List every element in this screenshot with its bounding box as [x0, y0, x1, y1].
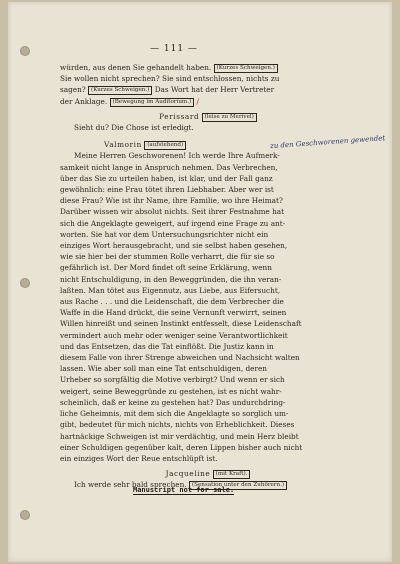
text-line: hartnäckige Schweigen ist mir verdächtig, und mein Herz bleibt — [60, 431, 299, 441]
page-text — [60, 62, 356, 491]
text-line: sich die Angeklagte geweigert, auf irgend eine Frage zu ant- — [60, 218, 286, 228]
speaker-line — [60, 111, 356, 122]
text-line: sagen? (Kurzes Schweigen.) Das Wort hat der Herr Vertreter — [60, 85, 275, 95]
text-line: gewöhnlich: eine Frau tötet ihren Liebhaber. Aber wer ist — [60, 185, 274, 195]
text-line: nicht Entschuldigung, in den Beweggründen, die ihn veran- — [60, 274, 282, 284]
footer-notice: Manuscript not for sale. — [133, 486, 235, 494]
text-line: weigert, seine Beweggründe zu gestehen, ist es nicht wahr- — [60, 386, 282, 396]
text-line: scheinlich, daß er keine zu gestehen hat? Das undurchdring- — [60, 397, 286, 407]
text-line: würden, aus denen Sie gehandelt haben. (Kurzes Schweigen.) — [60, 62, 356, 73]
stage-direction: (Sensation unter den Zuhörern.) — [189, 481, 287, 490]
speaker-line — [60, 468, 356, 479]
text-line: liche Geheimnis, mit dem sich die Angeklagte so sorglich um- — [60, 409, 289, 419]
speaker-name: Perissard — [159, 111, 200, 121]
speaker-name: Valmorin — [104, 140, 142, 150]
text-line: Willen hinreißt und seinen Instinkt entfesselt, diese Leidenschaft — [60, 319, 302, 329]
text-line: vermindert auch mehr oder weniger seine Verantwortlichkeit — [60, 330, 288, 340]
text-line: Darüber wissen wir absolut nichts. Seit ihrer Festnahme hat — [60, 207, 285, 217]
text-line: gefährlich ist. Der Mord findet oft seine Erklärung, wenn — [60, 263, 272, 273]
stage-direction: (mit Kraft). — [213, 470, 251, 479]
text-line: diesem Falle von ihrer Strenge abweichen und Nachsicht walten — [60, 353, 300, 363]
text-line: laßten. Man tötet aus Eigennutz, aus Liebe, aus Eifersucht, — [60, 285, 281, 295]
handwritten-note: zu den Geschworenen gewendet — [269, 134, 386, 151]
text-line: Waffe in die Hand drückt, die seine Vernunft verwirrt, seinen — [60, 308, 287, 318]
text-line: aus Rache . . . und die Leidenschaft, die dem Verbrecher die — [60, 297, 284, 307]
text-line: Sie wollen nicht sprechen? Sie sind entschlossen, nichts zu — [60, 74, 280, 84]
punch-hole — [20, 510, 30, 520]
punch-hole — [20, 46, 30, 56]
text-line: worten. Sie hat vor dem Untersuchungsrichter nicht ein — [60, 229, 269, 239]
stage-direction: (Kurzes Schweigen.) — [214, 64, 278, 73]
text-line: der Anklage. (Bewegung im Auditorium.) / — [60, 96, 199, 106]
page-number: — 111 — — [150, 44, 198, 54]
punch-hole — [20, 278, 30, 288]
text-line: diese Frau? Wie ist ihr Name, ihre Familie, wo ihre Heimat? — [60, 196, 283, 206]
text-line: einer Schuldigen gegenüber kalt, deren Lippen bisher auch nicht — [60, 442, 303, 452]
text-line: Meine Herren Geschworenen! Ich werde Ihre Aufmerk- — [74, 151, 280, 161]
speaker-name: Jacqueline — [165, 469, 211, 479]
stage-direction: (leise zu Merivel) — [202, 113, 257, 122]
stage-direction: (Bewegung im Auditorium.) — [110, 98, 195, 107]
text-line: samkeit nicht lange in Anspruch nehmen. Das Verbrechen, — [60, 162, 278, 172]
text-line: Sieht du? Die Chose ist erledigt. — [74, 123, 194, 133]
text-line: Ich werde sehr bald sprechen. (Sensation unter den Zuhörern.) — [60, 479, 356, 490]
stage-direction: (aufstehend) — [144, 141, 186, 150]
text-line: einziges Wort herausgebracht, und sie selbst haben gesehen, — [60, 241, 288, 251]
text-line: wie sie hier bei der stummen Rolle verharrt, die für sie so — [60, 252, 275, 262]
text-line: über das Sie zu urteilen haben, ist klar, und der Fall ganz — [60, 173, 273, 183]
text-line: Urheber so sorgfältig die Motive verbirgt? Und wenn er sich — [60, 375, 285, 385]
text-line: ein einziges Wort der Reue entschlüpft ist. — [60, 453, 218, 463]
text-line: gibt, bedeutet für mich nichts, nichts von Erheblichkeit. Dieses — [60, 420, 295, 430]
text-line: und das Entsetzen, das die Tat einflößt. Die Justiz kann in — [60, 341, 274, 351]
stage-direction: (Kurzes Schweigen.) — [88, 86, 152, 95]
text-line: lassen. Wie aber soll man eine Tat entschuldigen, deren — [60, 364, 267, 374]
